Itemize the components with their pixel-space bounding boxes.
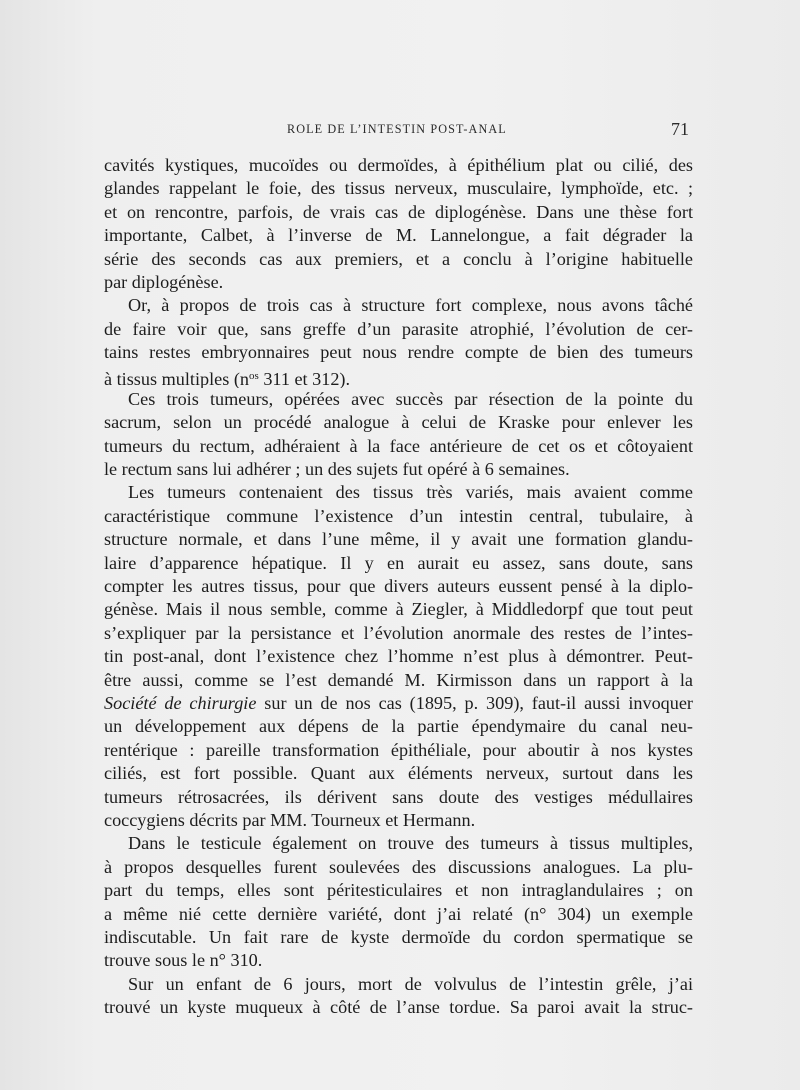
text-line: a même nié cette dernière variété, dont j’ai relaté (n° 304) un exemple (104, 903, 693, 924)
text-line: tumeurs du rectum, adhéraient à la face antérieure de cet os et côtoyaient (104, 435, 693, 456)
text-line: coccygiens décrits par MM. Tourneux et Hermann. (104, 809, 476, 830)
text-line: laire d’apparence hépatique. Il y en aurait eu assez, sans doute, sans (104, 552, 693, 573)
text-fragment: à tissus multiples (n (104, 368, 249, 388)
text-line: caractéristique commune l’existence d’un intestin central, tubulaire, à (104, 505, 693, 526)
text-fragment: sur un de nos cas (1895, p. 309), faut-il aussi invoquer (256, 692, 693, 713)
text-line: rentérique : pareille transformation épithéliale, pour aboutir à nos kystes (104, 739, 693, 760)
text-fragment: 311 et 312). (258, 368, 351, 388)
text-line: compter les autres tissus, pour que divers auteurs eussent pensé à la diplo- (104, 576, 693, 597)
running-head (0, 119, 800, 143)
italic-title: Société de chirurgie (104, 692, 257, 713)
text-line: s’expliquer par la persistance et l’évolution anormale des restes de l’intes- (104, 622, 693, 643)
text-line: série des seconds cas aux premiers, et a conclu à l’origine habituelle (104, 248, 693, 269)
text-line: cavités kystiques, mucoïdes ou dermoïdes, à épithélium plat ou cilié, des (104, 155, 693, 175)
text-line: tains restes embryonnaires peut nous rendre compte de bien des tumeurs (104, 342, 693, 363)
text-line: tumeurs rétrosacrées, ils dérivent sans doute des vestiges médullaires (104, 786, 693, 807)
text-line: à propos desquelles furent soulevées des discussions analogues. La plu- (104, 856, 693, 877)
text-line: par diplogénèse. (104, 271, 224, 292)
text-line: Les tumeurs contenaient des tissus très variés, mais avaient comme (128, 482, 693, 503)
text-line: de faire voir que, sans greffe d’un parasite atrophié, l’évolution de cer- (104, 318, 693, 339)
superscript: os (249, 369, 259, 382)
text-line: indiscutable. Un fait rare de kyste dermoïde du cordon spermatique se (104, 926, 693, 947)
text-line: un développement aux dépens de la partie épendymaire du canal neu- (104, 716, 693, 737)
text-line: trouvé un kyste muqueux à côté de l’anse tordue. Sa paroi avait la struc- (104, 997, 693, 1018)
text-line: part du temps, elles sont péritesticulaires et non intraglandulaires ; on (104, 880, 693, 901)
text-line: glandes rappelant le foie, des tissus nerveux, musculaire, lymphoïde, etc. ; (104, 178, 693, 199)
text-line: Dans le testicule également on trouve des tumeurs à tissus multiples, (128, 833, 693, 854)
text-line: tin post-anal, dont l’existence chez l’homme n’est plus à démontrer. Peut- (104, 646, 693, 667)
text-line: trouve sous le n° 310. (104, 950, 263, 971)
running-title: ROLE DE L’INTESTIN POST-ANAL (287, 122, 507, 136)
text-line: structure normale, et dans l’une même, il y avait une formation glandu- (104, 529, 693, 550)
text-line: être aussi, comme se l’est demandé M. Kirmisson dans un rapport à la (104, 669, 693, 690)
text-line (104, 692, 693, 715)
text-line: Ces trois tumeurs, opérées avec succès par résection de la pointe du (128, 388, 693, 409)
text-line: Or, à propos de trois cas à structure fort complexe, nous avons tâché (128, 295, 693, 316)
page-number: 71 (671, 119, 689, 139)
text-line: ciliés, est fort possible. Quant aux éléments nerveux, surtout dans les (104, 763, 693, 784)
text-line: Sur un enfant de 6 jours, mort de volvulus de l’intestin grêle, j’ai (128, 973, 693, 994)
text-line: et on rencontre, parfois, de vrais cas de diplogénèse. Dans une thèse fort (104, 201, 693, 222)
text-line: le rectum sans lui adhérer ; un des sujets fut opéré à 6 semaines. (104, 459, 570, 480)
text-line (104, 365, 693, 388)
body-text (104, 154, 693, 1019)
text-line: sacrum, selon un procédé analogue à celui de Kraske pour enlever les (104, 412, 693, 433)
text-line: génèse. Mais il nous semble, comme à Ziegler, à Middledorpf que tout peut (104, 599, 693, 620)
text-line: importante, Calbet, à l’inverse de M. Lannelongue, a fait dégrader la (104, 225, 693, 246)
